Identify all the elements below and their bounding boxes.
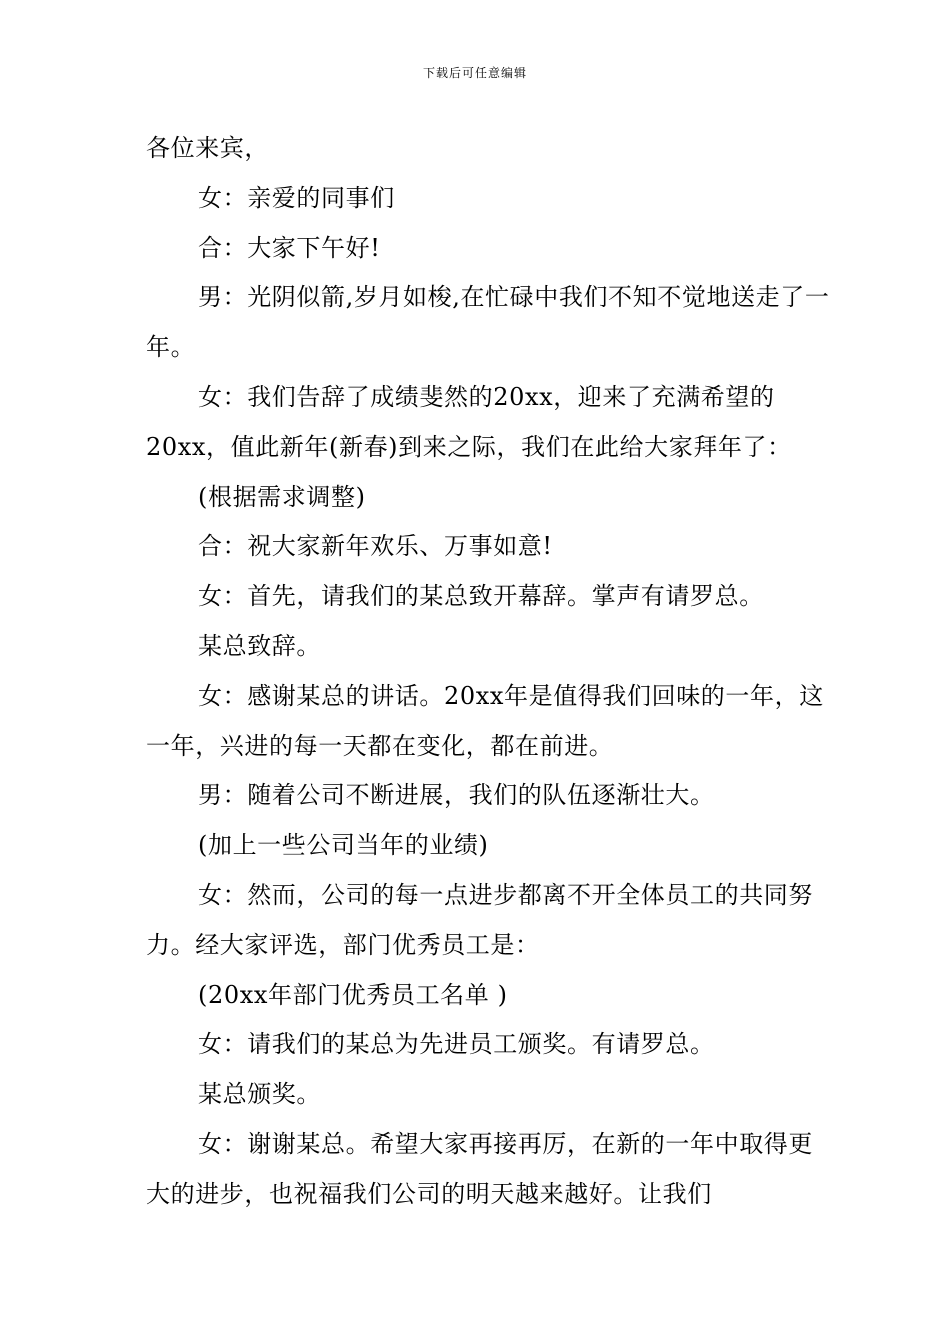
paragraph: 各位来宾， [146, 134, 269, 162]
paragraph: 某总颁奖。 [198, 1080, 321, 1109]
paragraph: 合：大家下午好! [198, 233, 381, 262]
paragraph: 男：随着公司不断进展，我们的队伍逐渐壮大。 [198, 781, 715, 810]
paragraph: 女：请我们的某总为先进员工颁奖。有请罗总。 [198, 1030, 715, 1059]
paragraph: 女：首先，请我们的某总致开幕辞。掌声有请罗总。 [198, 582, 764, 611]
document-body [146, 124, 836, 1220]
paragraph: 合：祝大家新年欢乐、万事如意! [198, 532, 553, 561]
paragraph: 女：亲爱的同事们 [198, 183, 395, 212]
paragraph: 男：光阴似箭,岁月如梭,在忙碌中我们不知不觉地送走了一年。 [146, 283, 830, 362]
paragraph: 女：我们告辞了成绩斐然的20xx，迎来了充满希望的20xx，值此新年(新春)到来之际，我们在此给大家拜年了： [146, 382, 792, 461]
paragraph: 某总致辞。 [198, 631, 321, 660]
paragraph: (加上一些公司当年的业绩) [198, 831, 489, 860]
paragraph: 女：谢谢某总。希望大家再接再厉，在新的一年中取得更大的进步，也祝福我们公司的明天越来越好。让我们 [146, 1129, 813, 1208]
paragraph: (根据需求调整) [198, 482, 366, 511]
paragraph: 女：感谢某总的讲话。20xx年是值得我们回味的一年，这一年，兴进的每一天都在变化，都在前进。 [146, 681, 824, 760]
page-header-note: 下载后可任意编辑 [422, 66, 527, 80]
paragraph: 女：然而，公司的每一点进步都离不开全体员工的共同努力。经大家评选，部门优秀员工是： [146, 880, 813, 959]
paragraph: (20xx年部门优秀员工名单 ) [198, 980, 508, 1009]
